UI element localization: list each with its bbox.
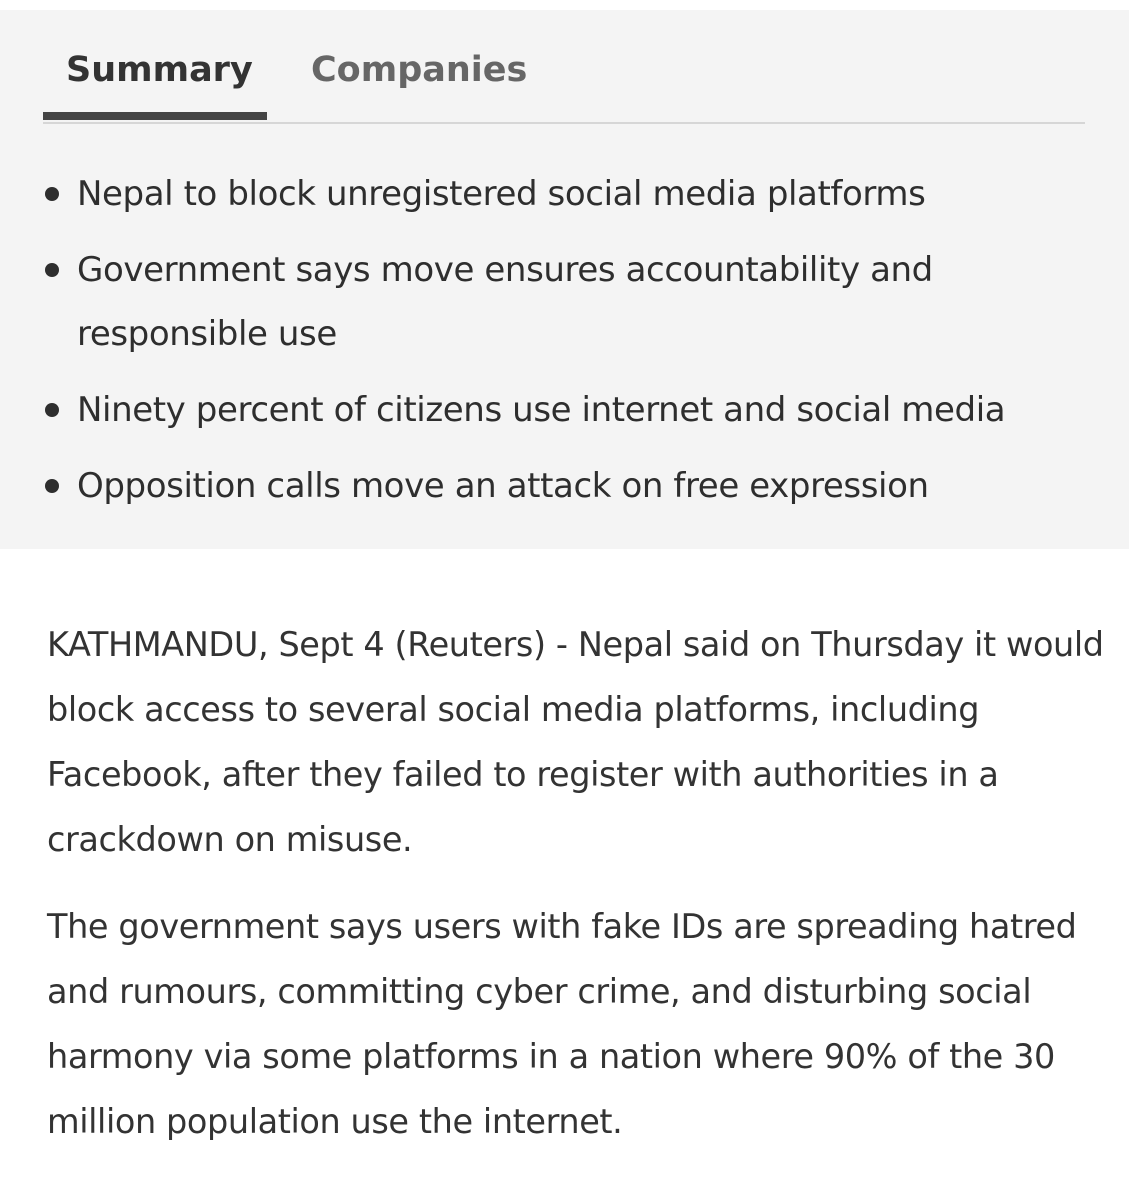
bullet-dot-icon — [45, 187, 59, 201]
summary-bullet-text: Opposition calls move an attack on free expression — [77, 466, 929, 506]
summary-bullet-text: Nepal to block unregistered social media platforms — [77, 174, 926, 214]
tab-companies[interactable]: Companies — [311, 50, 528, 90]
article-paragraph: KATHMANDU, Sept 4 (Reuters) - Nepal said on Thursday it would block access to several social media platforms, including Facebook, after they failed to register with authorities in a crackdown on misuse. — [47, 625, 1104, 859]
tab-bar — [43, 10, 1085, 124]
summary-bullet — [43, 162, 1093, 226]
summary-bullet — [43, 238, 1093, 366]
active-tab-indicator — [43, 112, 267, 120]
article-body — [47, 612, 1107, 1176]
bullet-dot-icon — [45, 403, 59, 417]
tab-summary[interactable]: Summary — [66, 50, 253, 90]
summary-bullet-list — [43, 162, 1093, 530]
bullet-dot-icon — [45, 479, 59, 493]
summary-bullet — [43, 454, 1093, 518]
summary-bullet — [43, 378, 1093, 442]
summary-bullet-text: Ninety percent of citizens use internet and social media — [77, 390, 1006, 430]
summary-bullet-text: Government says move ensures accountability and responsible use — [77, 250, 933, 354]
summary-panel — [0, 10, 1129, 549]
article-paragraph: The government says users with fake IDs are spreading hatred and rumours, committing cyber crime, and disturbing social harmony via some platforms in a nation where 90% of the 30 million population use the internet. — [47, 907, 1077, 1141]
bullet-dot-icon — [45, 263, 59, 277]
